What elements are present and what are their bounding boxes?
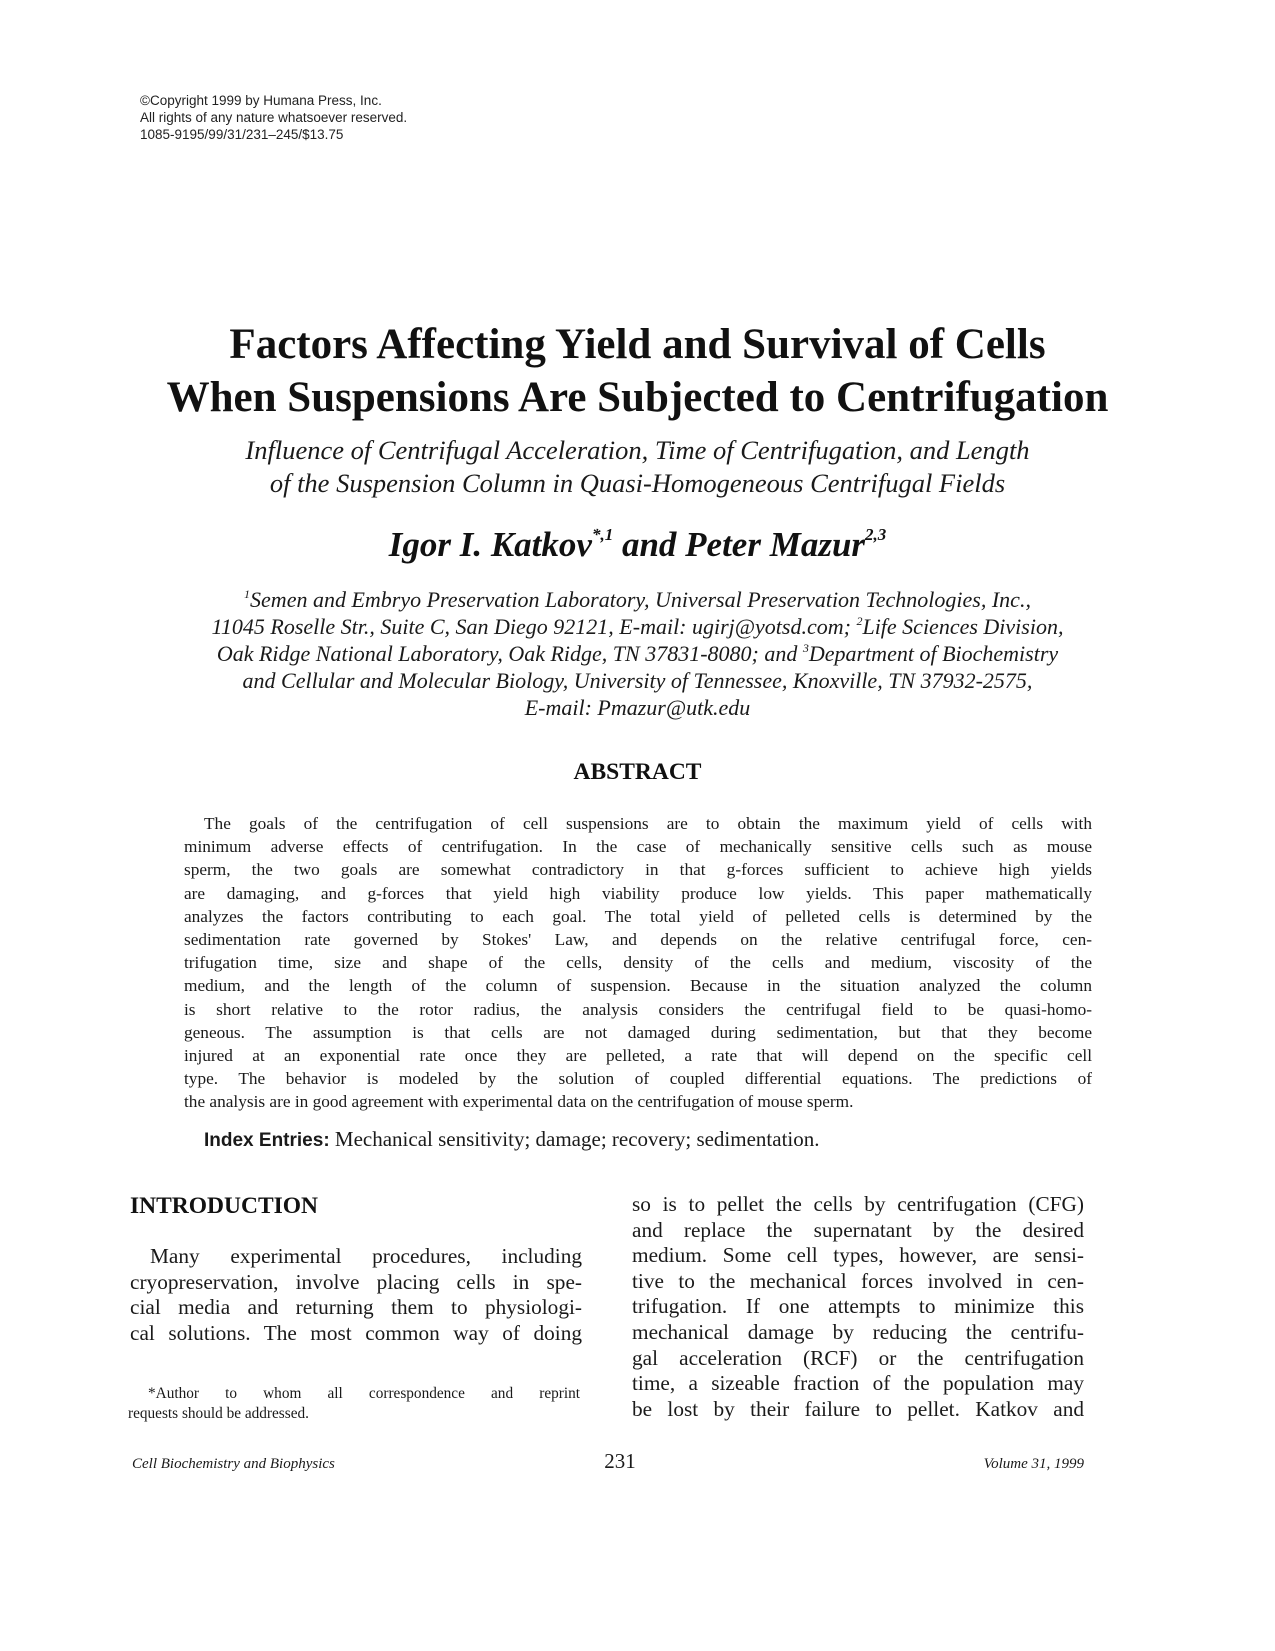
abstract-line: trifugation time, size and shape of the cells, density of the cells and medium, viscosity of the xyxy=(184,953,1092,973)
introduction-right-column xyxy=(632,1192,1084,1422)
author-name: Peter Mazur xyxy=(685,525,866,564)
subtitle-line: Influence of Centrifugal Acceleration, Time of Centrifugation, and Length xyxy=(245,435,1030,465)
paper-subtitle xyxy=(60,434,1215,500)
abstract-line: sperm, the two goals are somewhat contradictory in that g-forces sufficient to achieve high yields xyxy=(184,860,1092,880)
body-line: Many experimental procedures, including xyxy=(150,1244,582,1268)
abstract-heading: ABSTRACT xyxy=(573,759,702,785)
author-list xyxy=(60,524,1215,566)
affiliations xyxy=(60,586,1215,721)
introduction-left-column xyxy=(130,1244,582,1346)
author-conjunction: and xyxy=(613,525,686,564)
abstract-line: The goals of the centrifugation of cell suspensions are to obtain the maximum yield of cells with xyxy=(204,814,1092,833)
correspondence-footnote xyxy=(128,1384,580,1424)
footer-volume: Volume 31, 1999 xyxy=(983,1456,1084,1472)
index-entries-text: Mechanical sensitivity; damage; recovery; sedimentation. xyxy=(329,1127,820,1151)
body-line: cial media and returning them to physiologi- xyxy=(130,1295,582,1320)
copyright-notice xyxy=(140,92,740,143)
affiliation-line: 11045 Roselle Str., Suite C, San Diego 92121, E-mail: ugirj@yotsd.com; $^2$Life Sciences Division, xyxy=(211,614,1064,639)
body-line: and replace the supernatant by the desired xyxy=(632,1217,1084,1242)
abstract-line: are damaging, and g-forces that yield high viability produce low yields. This paper mathematically xyxy=(184,883,1092,903)
index-entries-label: Index Entries: xyxy=(204,1130,330,1151)
body-line: medium. Some cell types, however, are sensi- xyxy=(632,1243,1084,1268)
body-line: trifugation. If one attempts to minimize this xyxy=(632,1294,1084,1319)
index-entries xyxy=(204,1126,1104,1154)
affiliation-marker: 3 xyxy=(802,641,809,655)
abstract-line: is short relative to the rotor radius, the analysis considers the centrifugal field to be quasi-homo- xyxy=(184,999,1092,1019)
body-line: tive to the mechanical forces involved in cen- xyxy=(632,1268,1084,1293)
abstract-body xyxy=(184,812,1092,1114)
affiliation-email: E-mail: Pmazur@utk.edu xyxy=(524,695,751,720)
abstract-line: minimum adverse effects of centrifugation. In the case of mechanically sensitive cells such as mouse xyxy=(184,837,1092,857)
affiliation-line: and Cellular and Molecular Biology, University of Tennessee, Knoxville, TN 37932-2575, xyxy=(242,668,1033,693)
abstract-line: medium, and the length of the column of suspension. Because in the situation analyzed the column xyxy=(184,976,1092,996)
affiliation-line: $^1$Semen and Embryo Preservation Laboratory, Universal Preservation Technologies, Inc., xyxy=(244,587,1031,612)
body-line: mechanical damage by reducing the centrifu- xyxy=(632,1319,1084,1344)
subtitle-line: of the Suspension Column in Quasi-Homogeneous Centrifugal Fields xyxy=(269,468,1006,498)
title-line: When Suspensions Are Subjected to Centrifugation xyxy=(166,374,1109,421)
body-line: gal acceleration (RCF) or the centrifugation xyxy=(632,1345,1084,1370)
author-affiliation-marker: *,1 xyxy=(591,525,614,544)
abstract-line: sedimentation rate governed by Stokes' Law, and depends on the relative centrifugal force, cen- xyxy=(184,930,1092,950)
abstract-line: geneous. The assumption is that cells are not damaged during sedimentation, but that they become xyxy=(184,1022,1092,1042)
footnote-line: requests should be addressed. xyxy=(128,1405,309,1422)
abstract-line: injured at an exponential rate once they are pelleted, a rate that will depend on the specific cell xyxy=(184,1046,1092,1066)
body-line: cryopreservation, involve placing cells in spe- xyxy=(130,1269,582,1294)
author-affiliation-marker: 2,3 xyxy=(865,525,887,544)
paper-title xyxy=(60,318,1215,424)
body-line: cal solutions. The most common way of doing xyxy=(130,1320,582,1345)
abstract-line: the analysis are in good agreement with experimental data on the centrifugation of mouse sperm. xyxy=(184,1092,854,1112)
body-line: be lost by their failure to pellet. Katkov and xyxy=(632,1396,1084,1421)
body-line: time, a sizeable fraction of the population may xyxy=(632,1371,1084,1396)
copyright-line: 1085-9195/99/31/231–245/$13.75 xyxy=(140,127,344,142)
affiliation-marker: 1 xyxy=(244,587,251,601)
affiliation-line: Oak Ridge National Laboratory, Oak Ridge, TN 37831-8080; and $^3$Department of Biochemistry xyxy=(216,641,1059,666)
author-name: Igor I. Katkov xyxy=(388,525,592,564)
introduction-heading: INTRODUCTION xyxy=(130,1193,319,1219)
footer-journal-name: Cell Biochemistry and Biophysics xyxy=(132,1456,335,1472)
title-line: Factors Affecting Yield and Survival of Cells xyxy=(229,321,1046,368)
copyright-line: ©Copyright 1999 by Humana Press, Inc. xyxy=(140,93,382,108)
affiliation-marker: 2 xyxy=(856,614,863,628)
abstract-line: analyzes the factors contributing to each goal. The total yield of pelleted cells is determined by the xyxy=(184,906,1092,926)
body-line: so is to pellet the cells by centrifugation (CFG) xyxy=(632,1192,1084,1216)
footnote-line: *Author to whom all correspondence and reprint xyxy=(148,1385,580,1402)
abstract-line: type. The behavior is modeled by the solution of coupled differential equations. The predictions of xyxy=(184,1069,1092,1089)
footer-page-number: 231 xyxy=(604,1449,636,1473)
copyright-line: All rights of any nature whatsoever reserved. xyxy=(140,110,408,125)
